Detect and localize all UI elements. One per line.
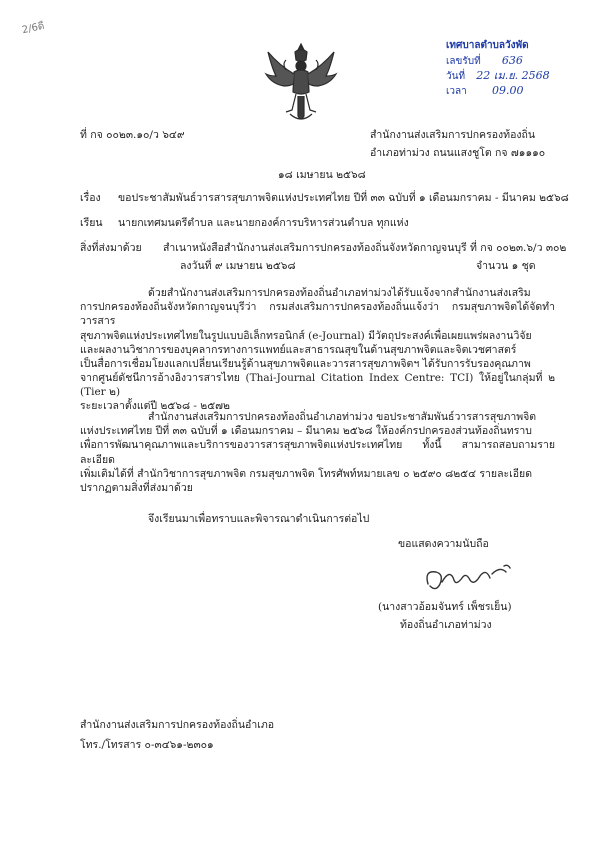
stamp-office: เทศบาลตำบลวังพัด [446, 40, 529, 51]
enclosure-line-2: ลงวันที่ ๙ เมษายน ๒๕๖๘ [180, 260, 296, 272]
stamp-date-row [446, 68, 550, 84]
body-line: ปรากฏตามสิ่งที่ส่งมาด้วย [80, 481, 193, 494]
sender-office: สำนักงานส่งเสริมการปกครองท้องถิ่น [370, 129, 536, 141]
footer-office: สำนักงานส่งเสริมการปกครองท้องถิ่นอำเภอ [80, 719, 275, 731]
body-line: เป็นสื่อการเชื่อมโยงแลกเปลี่ยนเรียนรู้ด้านสุขภาพจิตและวารสารสุขภาพจิตฯ ได้รับการรับรองคุณภาพ [80, 357, 531, 370]
body-line: แห่งประเทศไทย ปีที่ ๓๓ ฉบับที่ ๑ เดือนมกราคม – มีนาคม ๒๕๖๘ ให้องค์กรปกครองส่วนท้องถิ่นทราบ [80, 425, 532, 438]
enclosure-line-1: สำเนาหนังสือสำนักงานส่งเสริมการปกครองท้องถิ่นจังหวัดกาญจนบุรี ที่ กจ ๐๐๒๓.๖/ว ๓๐๒ [163, 242, 567, 254]
closing-request: จึงเรียนมาเพื่อทราบและพิจารณาดำเนินการต่อไป [148, 513, 370, 525]
stamp-time: 09.00 [491, 84, 524, 97]
enclosure-quantity: จำนวน ๑ ชุด [476, 260, 536, 272]
closing-phrase: ขอแสดงความนับถือ [398, 538, 489, 550]
receipt-stamp [446, 38, 586, 98]
letter-date: ๑๘ เมษายน ๒๕๖๘ [278, 169, 366, 181]
body-line: ระยะเวลาตั้งแต่ปี ๒๕๖๘ - ๒๕๗๒ [80, 400, 230, 413]
subject: ขอประชาสัมพันธ์วารสารสุขภาพจิตแห่งประเทศไทย ปีที่ ๓๓ ฉบับที่ ๑ เดือนมกราคม - มีนาคม ๒๕๖๘ [118, 192, 569, 204]
body-line: สุขภาพจิตแห่งประเทศไทยในรูปแบบอิเล็กทรอนิกส์ (e-Journal) มีวัตถุประสงค์เพื่อเผยแพร่ผลงานวิจัย [80, 329, 532, 342]
body-line: เพื่อการพัฒนาคุณภาพและบริการของวารสารสุขภาพจิตแห่งประเทศไทย ทั้งนี้ สามารถสอบถามรายละเอียด [80, 439, 555, 466]
reference-number: ที่ กจ ๐๐๒๓.๑๐/ว ๖๔๙ [80, 129, 185, 141]
sender-address: อำเภอท่าม่วง ถนนแสงชูโต กจ ๗๑๑๑๐ [370, 147, 546, 159]
recipients: นายกเทศมนตรีตำบล และนายกองค์การบริหารส่วนตำบล ทุกแห่ง [118, 217, 409, 229]
signer-name: (นางสาวอ้อมจันทร์ เพ็ชรเย็น) [378, 601, 512, 613]
signer-position: ท้องถิ่นอำเภอท่าม่วง [400, 619, 492, 631]
body-line: สำนักงานส่งเสริมการปกครองท้องถิ่นอำเภอท่าม่วง ขอประชาสัมพันธ์วารสารสุขภาพจิต [148, 411, 537, 423]
body-line: จากศูนย์ดัชนีการอ้างอิงวารสารไทย (Thai-Journal Citation Index Centre: TCI) ให้อยู่ในกลุ่มที่ ๒ (Tier ๒) [80, 372, 555, 399]
stamp-date: 22 เม.ย. 2568 [476, 69, 550, 82]
salutation-label: เรียน [80, 217, 103, 229]
stamp-receipt-row [446, 53, 523, 69]
enclosure-label: สิ่งที่ส่งมาด้วย [80, 242, 142, 254]
stamp-receipt-no: 636 [501, 54, 523, 67]
stamp-time-label: เวลา [446, 86, 467, 97]
body-line: การปกครองท้องถิ่นจังหวัดกาญจนบุรีว่า กรมส่งเสริมการปกครองท้องถิ่นแจ้งว่า กรมสุขภาพจิตได้จัดทำวารสาร [80, 301, 555, 328]
body-paragraph-1 [80, 286, 555, 414]
garuda-emblem [262, 40, 340, 126]
handwritten-signature [420, 562, 530, 596]
stamp-receipt-label: เลขรับที่ [446, 56, 481, 67]
stamp-date-label: วันที่ [446, 71, 466, 82]
body-line: และผลงานวิชาการของบุคลากรทางการแพทย์และสาธารณสุขในด้านสุขภาพจิตและจิตเวชศาสตร์ [80, 343, 517, 356]
body-line: ด้วยสำนักงานส่งเสริมการปกครองท้องถิ่นอำเภอท่าม่วงได้รับแจ้งจากสำนักงานส่งเสริม [148, 287, 531, 299]
handwritten-note: 2/6ดี [21, 20, 46, 37]
body-paragraph-2 [80, 410, 555, 495]
footer-phone: โทร./โทรสาร ๐-๓๔๖๑-๒๓๐๑ [80, 739, 214, 751]
body-line: เพิ่มเติมได้ที่ สำนักวิชาการสุขภาพจิต กรมสุขภาพจิต โทรศัพท์หมายเลข ๐ ๒๕๙๐ ๘๒๕๔ รายละเอียด [80, 467, 533, 480]
stamp-time-row [446, 83, 523, 99]
subject-label: เรื่อง [80, 192, 101, 204]
